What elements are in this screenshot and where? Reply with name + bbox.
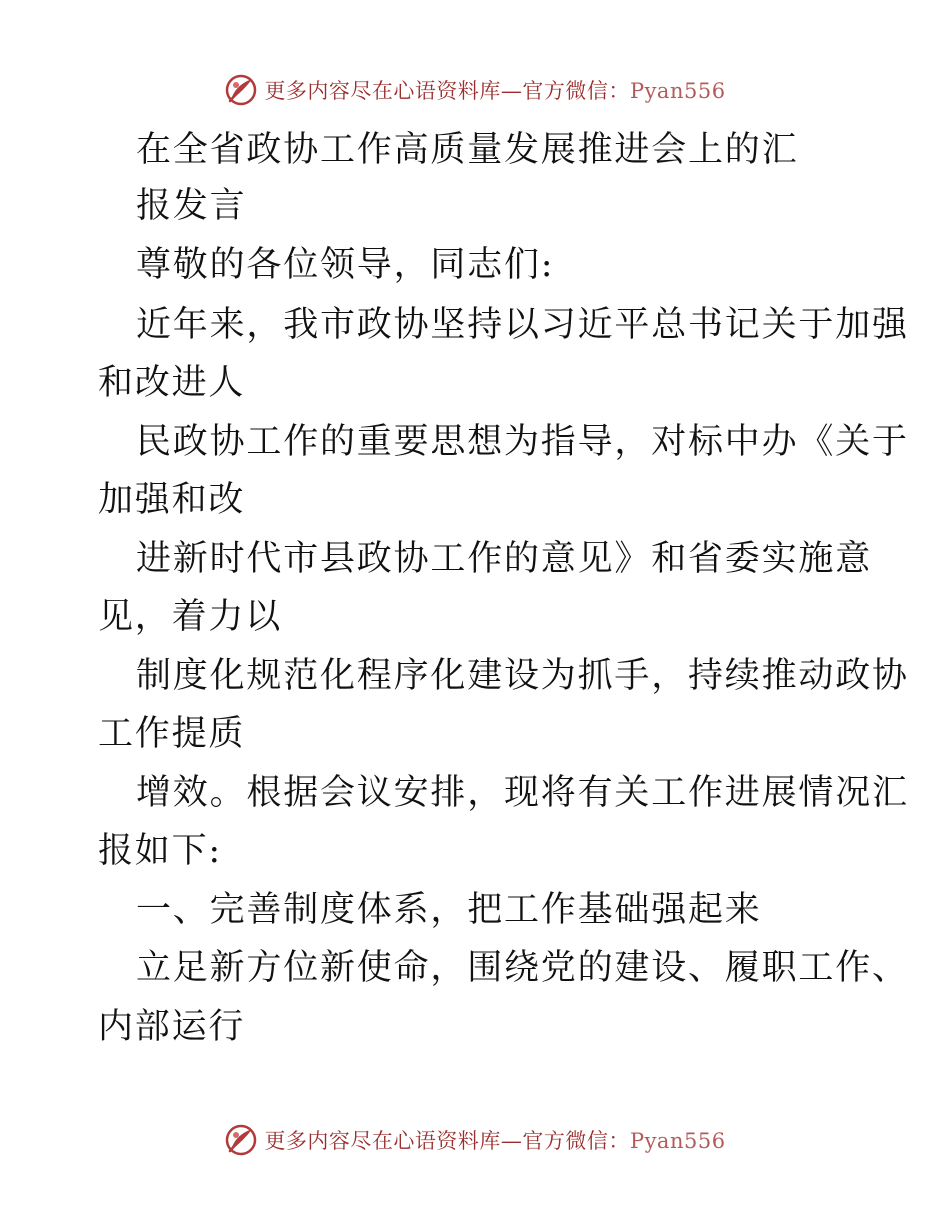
watermark-banner-bottom [0, 1120, 950, 1160]
paragraph-line: 和改进人 [98, 363, 246, 403]
wechat-id: Pyan556 [629, 79, 726, 103]
section-heading: 一、完善制度体系，把工作基础强起来 [136, 890, 762, 930]
watermark-text [264, 1125, 725, 1155]
paragraph-line: 立足新方位新使命，围绕党的建设、履职工作、 [136, 948, 909, 988]
watermark-label: 更多内容尽在心语资料库—官方微信： [264, 79, 630, 103]
paragraph-line: 进新时代市县政协工作的意见》和省委实施意 [136, 539, 873, 579]
paragraph-line: 近年来，我市政协坚持以习近平总书记关于加强 [136, 305, 909, 345]
paragraph-line: 内部运行 [98, 1007, 246, 1047]
paragraph-line: 工作提质 [98, 714, 246, 754]
paragraph-line: 增效。根据会议安排，现将有关工作进展情况汇 [136, 773, 909, 813]
paragraph-line: 民政协工作的重要思想为指导，对标中办《关于 [136, 422, 909, 462]
paragraph-line: 见，着力以 [98, 597, 283, 637]
quill-pen-logo-icon [224, 1123, 258, 1157]
wechat-id: Pyan556 [629, 1129, 726, 1153]
quill-pen-logo-icon [224, 73, 258, 107]
title-line-1: 在全省政协工作高质量发展推进会上的汇 [136, 130, 799, 170]
watermark-text [264, 75, 725, 105]
watermark-banner-top [0, 70, 950, 110]
title-line-2: 报发言 [136, 186, 247, 226]
paragraph-line: 报如下: [98, 831, 222, 871]
salutation-line: 尊敬的各位领导，同志们: [136, 245, 555, 285]
watermark-label: 更多内容尽在心语资料库—官方微信： [264, 1129, 630, 1153]
paragraph-line: 加强和改 [98, 480, 246, 520]
paragraph-line: 制度化规范化程序化建设为抓手，持续推动政协 [136, 656, 909, 696]
